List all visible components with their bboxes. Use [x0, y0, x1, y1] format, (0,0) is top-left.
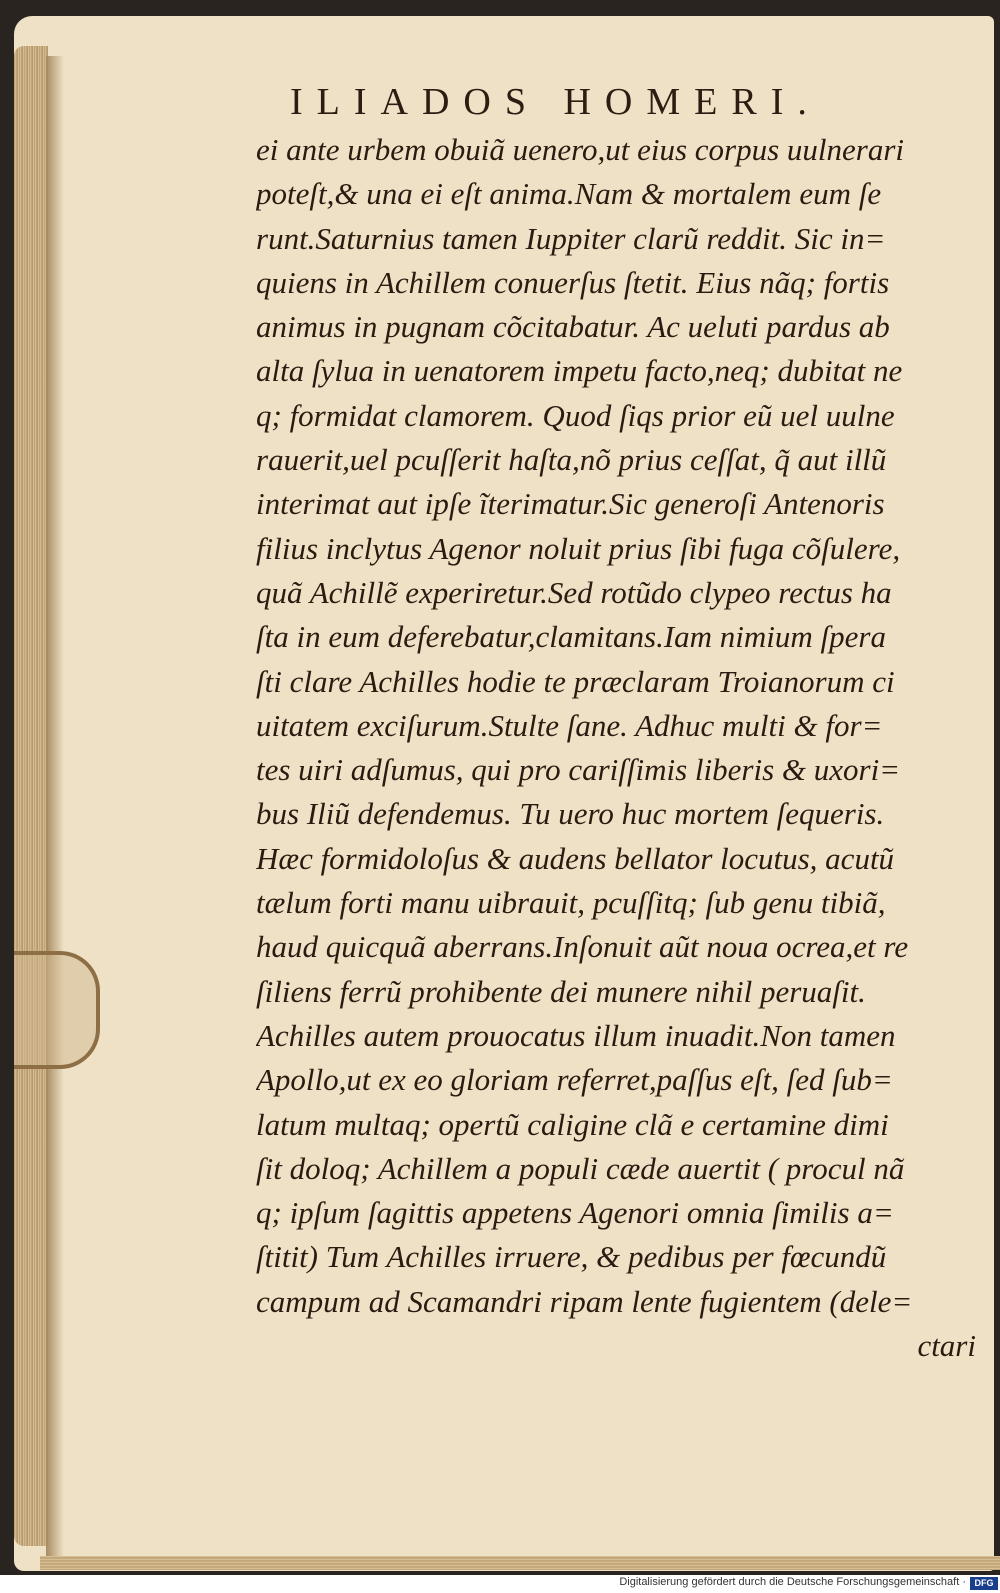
text-line: quã Achillẽ experiretur.Sed rotũdo clypeo rectus ha [256, 574, 892, 610]
text-line: Achilles autem prouocatus illum inuadit.Non tamen [256, 1017, 896, 1053]
text-line: ei ante urbem obuiã uenero,ut eius corpus uulnerari [256, 132, 905, 167]
text-line: bus Iliũ defendemus. Tu uero huc mortem ſequeris. [256, 796, 885, 832]
page-tab-marker [14, 951, 100, 1069]
text-line: tes uiri adſumus, qui pro cariſſimis liberis & uxori= [256, 752, 901, 788]
text-line: animus in pugnam cõcitabatur. Ac ueluti pardus ab [256, 309, 890, 345]
text-line: q; ipſum ſagittis appetens Agenori omnia ſimilis a= [256, 1195, 894, 1231]
text-line: runt.Saturnius tamen Iuppiter clarũ reddit. Sic in= [256, 220, 886, 256]
dfg-logo-icon: DFG [970, 1577, 998, 1590]
text-line: campum ad Scamandri ripam lente fugientem (dele= [256, 1283, 913, 1319]
running-head: ILIADOS HOMERI. [290, 81, 821, 123]
text-line: Apollo,ut ex eo gloriam referret,paſſus eſt, ſed ſub= [256, 1062, 893, 1098]
digitization-footer [0, 1575, 1000, 1593]
text-line: filius inclytus Agenor noluit prius ſibi fuga cõſulere, [256, 530, 901, 566]
text-line: Hæc formidoloſus & audens bellator locutus, acutũ [256, 840, 895, 876]
text-line: alta ſylua in uenatorem impetu facto,neq; dubitat ne [256, 353, 903, 389]
text-line: haud quicquã aberrans.Inſonuit aũt noua ocrea,et re [256, 929, 909, 965]
text-line: quiens in Achillem conuerſus ſtetit. Eius nãq; fortis [256, 264, 890, 300]
catchword: ctari [917, 1328, 976, 1364]
text-line: uitatem exciſurum.Stulte ſane. Adhuc multi & for= [256, 707, 883, 743]
gutter-shadow [46, 56, 64, 1556]
page-body-text [256, 128, 976, 1368]
text-line: ſta in eum deferebatur,clamitans.Iam nimium ſpera [256, 619, 886, 655]
text-line: ſti clare Achilles hodie te præclaram Troianorum ci [256, 663, 895, 699]
text-line: q; formidat clamorem. Quod ſiqs prior eũ uel uulne [256, 397, 895, 433]
text-line: tælum forti manu uibrauit, pcuſſitq; ſub genu tibiã, [256, 885, 886, 921]
text-line: ſit doloq; Achillem a populi cæde auertit ( procul nã [256, 1150, 905, 1186]
footer-credit: Digitalisierung gefördert durch die Deutsche Forschungsgemeinschaft · [619, 1576, 966, 1588]
text-line: rauerit,uel pcuſſerit haſta,nõ prius ceſſat, q̃ aut illũ [256, 442, 887, 478]
text-line: interimat aut ipſe ĩterimatur.Sic generoſi Antenoris [256, 486, 885, 522]
page-edges [14, 46, 48, 1546]
text-line: latum multaq; opertũ caligine clã e certamine dimi [256, 1106, 889, 1142]
bottom-page-edges [40, 1556, 1000, 1570]
text-line: ſtitit) Tum Achilles irruere, & pedibus per fœcundũ [256, 1239, 887, 1275]
text-line: ſiliens ferrũ prohibente dei munere nihil peruaſit. [256, 973, 866, 1009]
text-line: poteſt,& una ei eſt anima.Nam & mortalem eum ſe [256, 176, 882, 212]
